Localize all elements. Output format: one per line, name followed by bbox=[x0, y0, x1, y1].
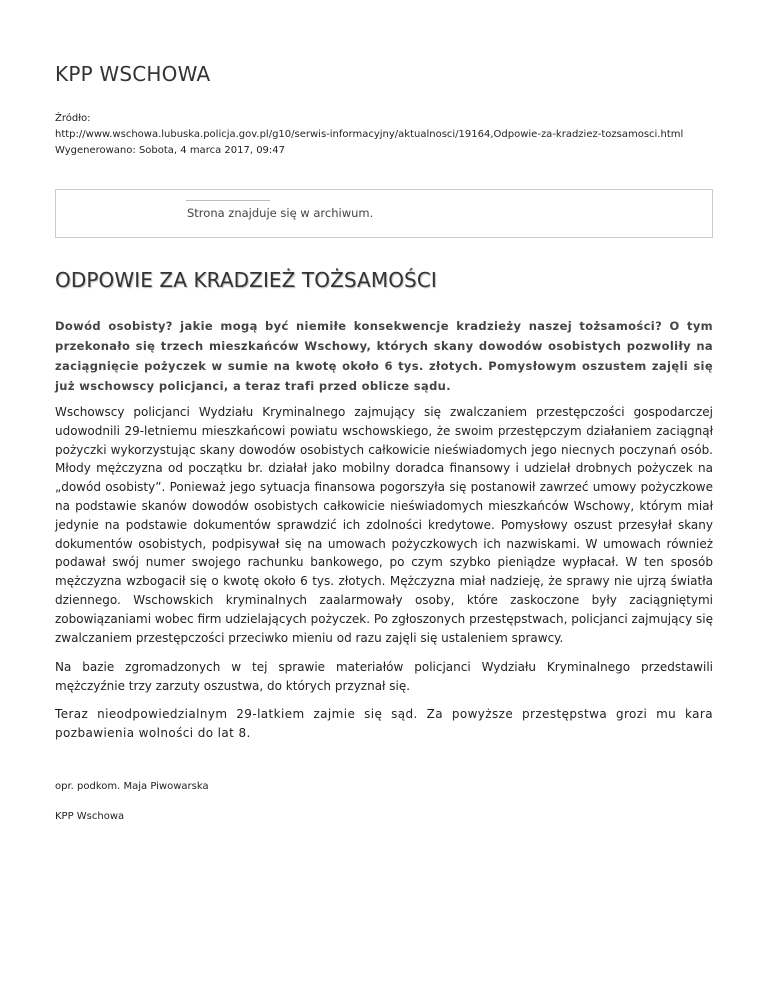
generated-date: Wygenerowano: Sobota, 4 marca 2017, 09:47 bbox=[55, 145, 286, 156]
article-author: opr. podkom. Maja Piwowarska bbox=[55, 781, 209, 792]
source-url[interactable]: http://www.wschowa.lubuska.policja.gov.pl/g10/serwis-informacyjny/aktualnosci/19164,Odpowie-za-kradziez-tozsamosci.html bbox=[55, 129, 684, 140]
article-paragraph-3: Teraz nieodpowiedzialnym 29-latkiem zajmie się sąd. Za powyższe przestępstwa grozi mu kara pozbawienia wolności do lat 8. bbox=[55, 707, 713, 740]
source-label: Źródło: bbox=[55, 113, 91, 124]
document-meta bbox=[55, 111, 715, 159]
article-lead: Dowód osobisty? jakie mogą być niemiłe konsekwencje kradzieży naszej tożsamości? O tym przekonało się trzech mieszkańców Wschowy, których skany dowodów osobistych pozwoliły na zaciągnięcie pożyczek w sumie na kwotę około 6 tys. złotych. Pomysłowym oszustem zajęli się już wschowscy policjanci, a teraz trafi przed oblicze sądu. bbox=[55, 319, 713, 393]
article-paragraph-2: Na bazie zgromadzonych w tej sprawie materiałów policjanci Wydziału Kryminalnego przedstawili mężczyźnie trzy zarzuty oszustwa, do których przyznał się. bbox=[55, 660, 713, 693]
archive-notice-text: Strona znajduje się w archiwum. bbox=[187, 206, 374, 220]
article-title: ODPOWIE ZA KRADZIEŻ TOŻSAMOŚCI bbox=[55, 268, 437, 292]
site-title: KPP WSCHOWA bbox=[55, 62, 211, 86]
article-unit: KPP Wschowa bbox=[55, 811, 125, 822]
article-paragraph-1: Wschowscy policjanci Wydziału Kryminalnego zajmujący się zwalczaniem przestępczości gospodarczej udowodnili 29-letniemu mieszkańcowi powiatu wschowskiego, że swoim przestępczym działaniem zaciągnął pożyczki wykorzystując skany dowodów osobistych całkowicie nieświadomych jego niecnych poczynań osób. Młody mężczyzna od początku br. działał jako mobilny doradca finansowy i udzielał drobnych pożyczek na „dowód osobisty”. Ponieważ jego sytuacja finansowa pogorszyła się postanowił zawrzeć umowy pożyczkowe na podstawie skanów dowodów osobistych całkowicie nieświadomych mieszkańców Wschowy, którym miał jedynie na podstawie dokumentów sprawdzić ich zdolności kredytowe. Pomysłowy oszust przesyłał skany dokumentów osobistych, podpisywał się na umowach pożyczkowych ich nazwiskami. W umowach również podawał swój numer swojego rachunku bankowego, po czym szybko pieniądze wypłacał. W ten sposób mężczyzna wzbogacił się o kwotę około 6 tys. złotych. Mężczyzna miał nadzieję, że sprawy nie ujrzą światła dziennego. Wschowskich kryminalnych zaalarmowały osoby, które zaskoczone były zaciągniętymi zobowiązaniami wobec firm udzielających pożyczek. Po zgłoszonych przestępstwach, policjanci zajmujący się zwalczaniem przestępczości przeciwko mieniu od razu zajęli się ustaleniem sprawcy. bbox=[55, 405, 713, 645]
archive-divider bbox=[186, 200, 270, 201]
archive-notice-box bbox=[55, 189, 713, 238]
